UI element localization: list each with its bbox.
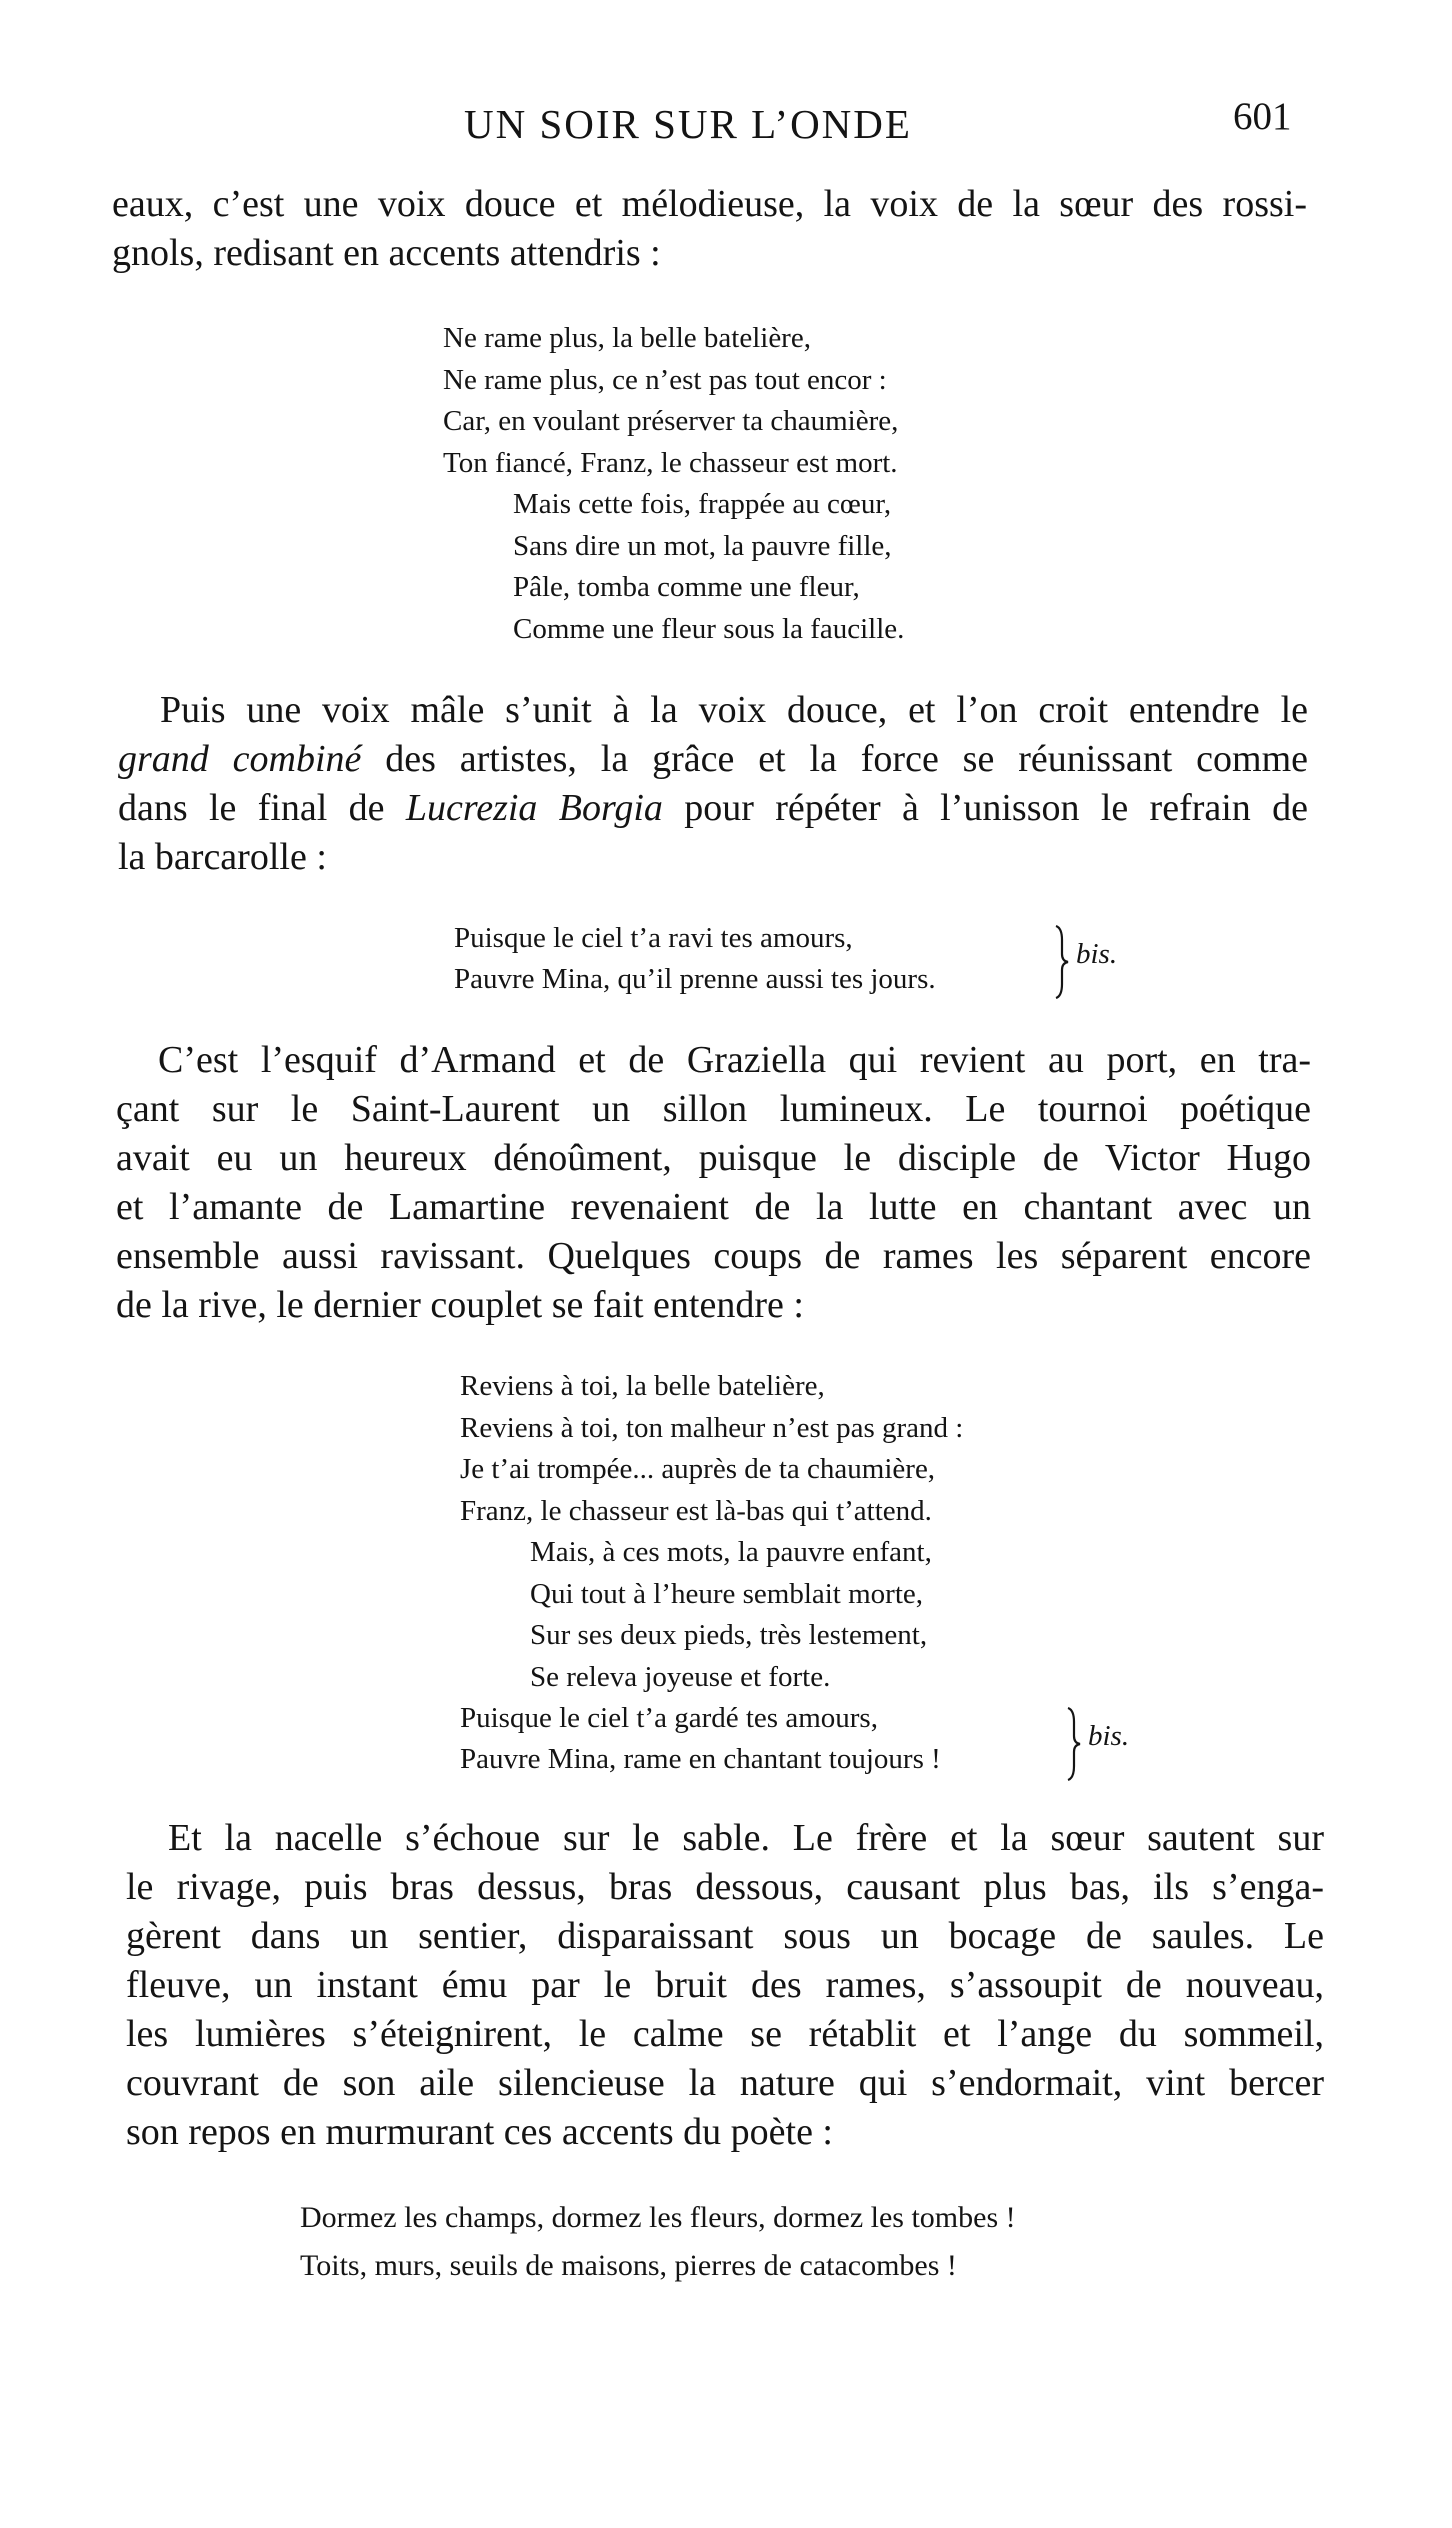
closing-verse: [300, 2194, 1016, 2290]
verse-line: Franz, le chasseur est là-bas qui t’attend.: [460, 1494, 932, 1527]
verse-line: Car, en voulant préserver ta chaumière,: [443, 405, 899, 437]
refrain-1: [454, 918, 936, 1000]
verse-line: Puisque le ciel t’a ravi tes amours,: [454, 922, 853, 954]
text-line: C’est l’esquif d’Armand et de Graziella qui revient au port, en tra-: [158, 1039, 1311, 1081]
verse-line: Ne rame plus, ce n’est pas tout encor :: [443, 363, 887, 396]
verse-line: Pâle, tomba comme une fleur,: [513, 571, 860, 603]
text-line: de la rive, le dernier couplet se fait entendre :: [116, 1284, 804, 1326]
poem-stanza-2: [460, 1366, 963, 1698]
paragraph-nacelle: [126, 1814, 1324, 2157]
verse-line: Puisque le ciel t’a gardé tes amours,: [460, 1702, 878, 1734]
brace-symbol: [1050, 918, 1074, 1000]
verse-line: Ton fiancé, Franz, le chasseur est mort.: [443, 446, 898, 479]
verse-line: Sur ses deux pieds, très lestement,: [530, 1619, 928, 1651]
page-header: [0, 92, 1452, 152]
text-line: ensemble aussi ravissant. Quelques coups de rames les séparent encore: [116, 1235, 1311, 1277]
text-line: et l’amante de Lamartine revenaient de la lutte en chantant avec un: [116, 1186, 1311, 1228]
italic-phrase: grand combiné: [118, 738, 362, 780]
text-line: le rivage, puis bras dessus, bras dessous, causant plus bas, ils s’enga-: [126, 1866, 1324, 1908]
text-line: [118, 784, 1308, 833]
bis-marker: bis.: [1076, 938, 1118, 970]
verse-line: Sans dire un mot, la pauvre fille,: [513, 529, 892, 562]
verse-line: Je t’ai trompée... auprès de ta chaumière,: [460, 1453, 936, 1485]
poem-stanza-1: [443, 318, 904, 650]
paragraph-voice: [118, 686, 1308, 882]
verse-line: Mais, à ces mots, la pauvre enfant,: [530, 1536, 932, 1568]
text-span: des artistes, la grâce et la force se réunissant comme: [361, 738, 1308, 780]
text-line: les lumières s’éteignirent, le calme se rétablit et l’ange du sommeil,: [126, 2013, 1324, 2055]
bis-marker: bis.: [1088, 1720, 1130, 1752]
verse-line: Se releva joyeuse et forte.: [530, 1660, 831, 1693]
verse-line: Ne rame plus, la belle batelière,: [443, 322, 811, 354]
page-number: 601: [1233, 95, 1292, 138]
text-line: Et la nacelle s’échoue sur le sable. Le frère et la sœur sautent sur: [168, 1817, 1324, 1859]
verse-line: Pauvre Mina, qu’il prenne aussi tes jours.: [454, 963, 936, 995]
verse-line: Reviens à toi, la belle batelière,: [460, 1370, 825, 1402]
text-line: [118, 735, 1308, 784]
verse-line: Qui tout à l’heure semblait morte,: [530, 1577, 924, 1610]
running-title: UN SOIR SUR L’ONDE: [464, 101, 912, 147]
text-span: dans le final de: [118, 787, 406, 829]
text-line: gnols, redisant en accents attendris :: [112, 232, 661, 274]
paragraph-esquif: [116, 1036, 1311, 1330]
text-line: gèrent dans un sentier, disparaissant sous un bocage de saules. Le: [126, 1915, 1324, 1957]
paragraph-continuation: [112, 180, 1307, 278]
text-line: çant sur le Saint-Laurent un sillon lumineux. Le tournoi poétique: [116, 1088, 1311, 1130]
brace-symbol: [1062, 1700, 1086, 1782]
verse-line: Reviens à toi, ton malheur n’est pas grand :: [460, 1411, 964, 1444]
verse-line: Comme une fleur sous la faucille.: [513, 612, 905, 645]
verse-line: Toits, murs, seuils de maisons, pierres de catacombes !: [300, 2249, 957, 2282]
verse-line: Dormez les champs, dormez les fleurs, dormez les tombes !: [300, 2201, 1016, 2234]
verse-line: Mais cette fois, frappée au cœur,: [513, 488, 892, 520]
italic-title: Lucrezia Borgia: [405, 787, 663, 829]
text-line: Puis une voix mâle s’unit à la voix douce, et l’on croit entendre le: [160, 689, 1308, 731]
text-line: avait eu un heureux dénoûment, puisque le disciple de Victor Hugo: [116, 1137, 1311, 1179]
text-line: son repos en murmurant ces accents du poète :: [126, 2111, 833, 2153]
verse-line: Pauvre Mina, rame en chantant toujours !: [460, 1743, 941, 1775]
text-line: la barcarolle :: [118, 836, 327, 878]
refrain-2: [460, 1698, 941, 1780]
text-line: fleuve, un instant ému par le bruit des rames, s’assoupit de nouveau,: [126, 1964, 1324, 2006]
text-span: pour répéter à l’unisson le refrain de: [662, 787, 1308, 829]
text-line: couvrant de son aile silencieuse la nature qui s’endormait, vint bercer: [126, 2062, 1324, 2104]
text-line: eaux, c’est une voix douce et mélodieuse, la voix de la sœur des rossi-: [112, 183, 1307, 225]
